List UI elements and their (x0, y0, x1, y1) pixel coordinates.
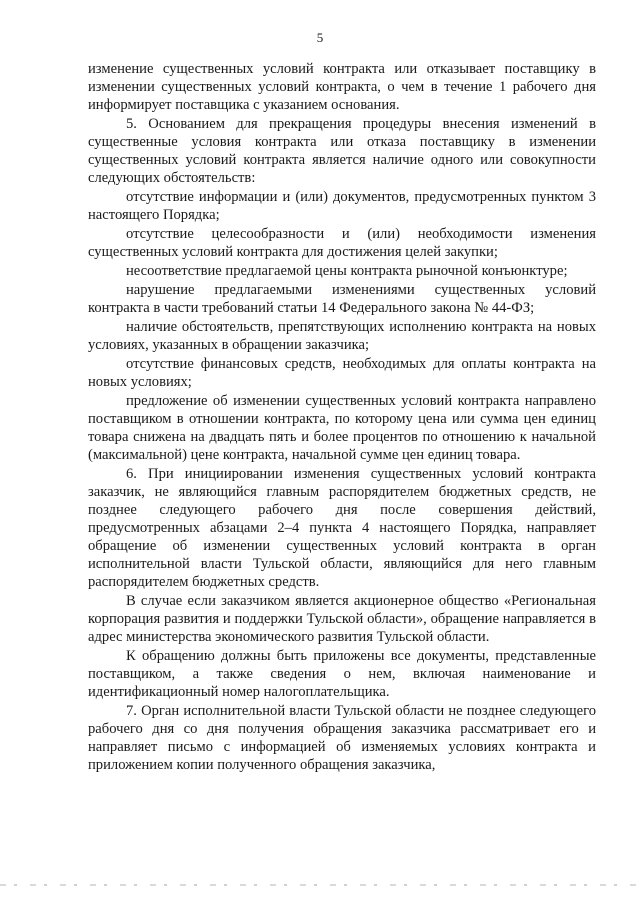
list-item-price-reduced: предложение об изменении существенных условий контракта направлено поставщиком в отношении контракта, по которому цена или сумма цен единиц товара снижена на двадцать пять и более процентов по отношению к начальной (максимальной) цене контракта, начальной сумме цен единиц товара. (88, 393, 596, 463)
list-item-no-expediency: отсутствие целесообразности и (или) необходимости изменения существенных условий контракта для достижения целей закупки; (88, 226, 596, 260)
list-item-no-funds: отсутствие финансовых средств, необходимых для оплаты контракта на новых условиях; (88, 356, 596, 390)
document-body (88, 60, 596, 774)
paragraph-attachments: К обращению должны быть приложены все документы, представленные поставщиком, а также сведения о нем, включая наименование и идентификационный номер налогоплательщика. (88, 648, 596, 700)
page-number: 5 (316, 30, 324, 45)
paragraph-clause-7: 7. Орган исполнительной власти Тульской области не позднее следующего рабочего дня со дня получения обращения заказчика рассматривает его и направляет письмо с информацией об изменяемых условиях контракта и приложением копии полученного обращения заказчика, (88, 703, 596, 773)
list-item-price-mismatch: несоответствие предлагаемой цены контракта рыночной конъюнктуре; (126, 263, 568, 279)
list-item-obstacles: наличие обстоятельств, препятствующих исполнению контракта на новых условиях, указанных в обращении заказчика; (88, 319, 596, 353)
paragraph-clause-6: 6. При инициировании изменения существенных условий контракта заказчик, не являющийся главным распорядителем бюджетных средств, не позднее следующего рабочего дня после совершения действий, предусмотренных абзацами 2–4 пункта 4 настоящего Порядка, направляет обращение об изменении существенных условий контракта в орган исполнительной власти Тульской области, являющийся для него главным распорядителем бюджетных средств. (88, 466, 596, 590)
paragraph-clause-5: 5. Основанием для прекращения процедуры внесения изменений в существенные условия контракта или отказа поставщику в изменении существенных условий контракта является наличие одного или совокупности следующих обстоятельств: (88, 116, 596, 186)
list-item-missing-documents: отсутствие информации и (или) документов, предусмотренных пунктом 3 настоящего Порядка; (88, 189, 596, 223)
paragraph-corporation-case: В случае если заказчиком является акционерное общество «Региональная корпорация развития и поддержки Тульской области», обращение направляется в адрес министерства экономического развития Тульской области. (88, 593, 596, 645)
scan-artifact-line (0, 884, 640, 886)
list-item-law-violation: нарушение предлагаемыми изменениями существенных условий контракта в части требований статьи 14 Федерального закона № 44-ФЗ; (88, 282, 596, 316)
paragraph-continuation: изменение существенных условий контракта или отказывает поставщику в изменении существенных условий контракта, о чем в течение 1 рабочего дня информирует поставщика с указанием основания. (88, 61, 596, 113)
